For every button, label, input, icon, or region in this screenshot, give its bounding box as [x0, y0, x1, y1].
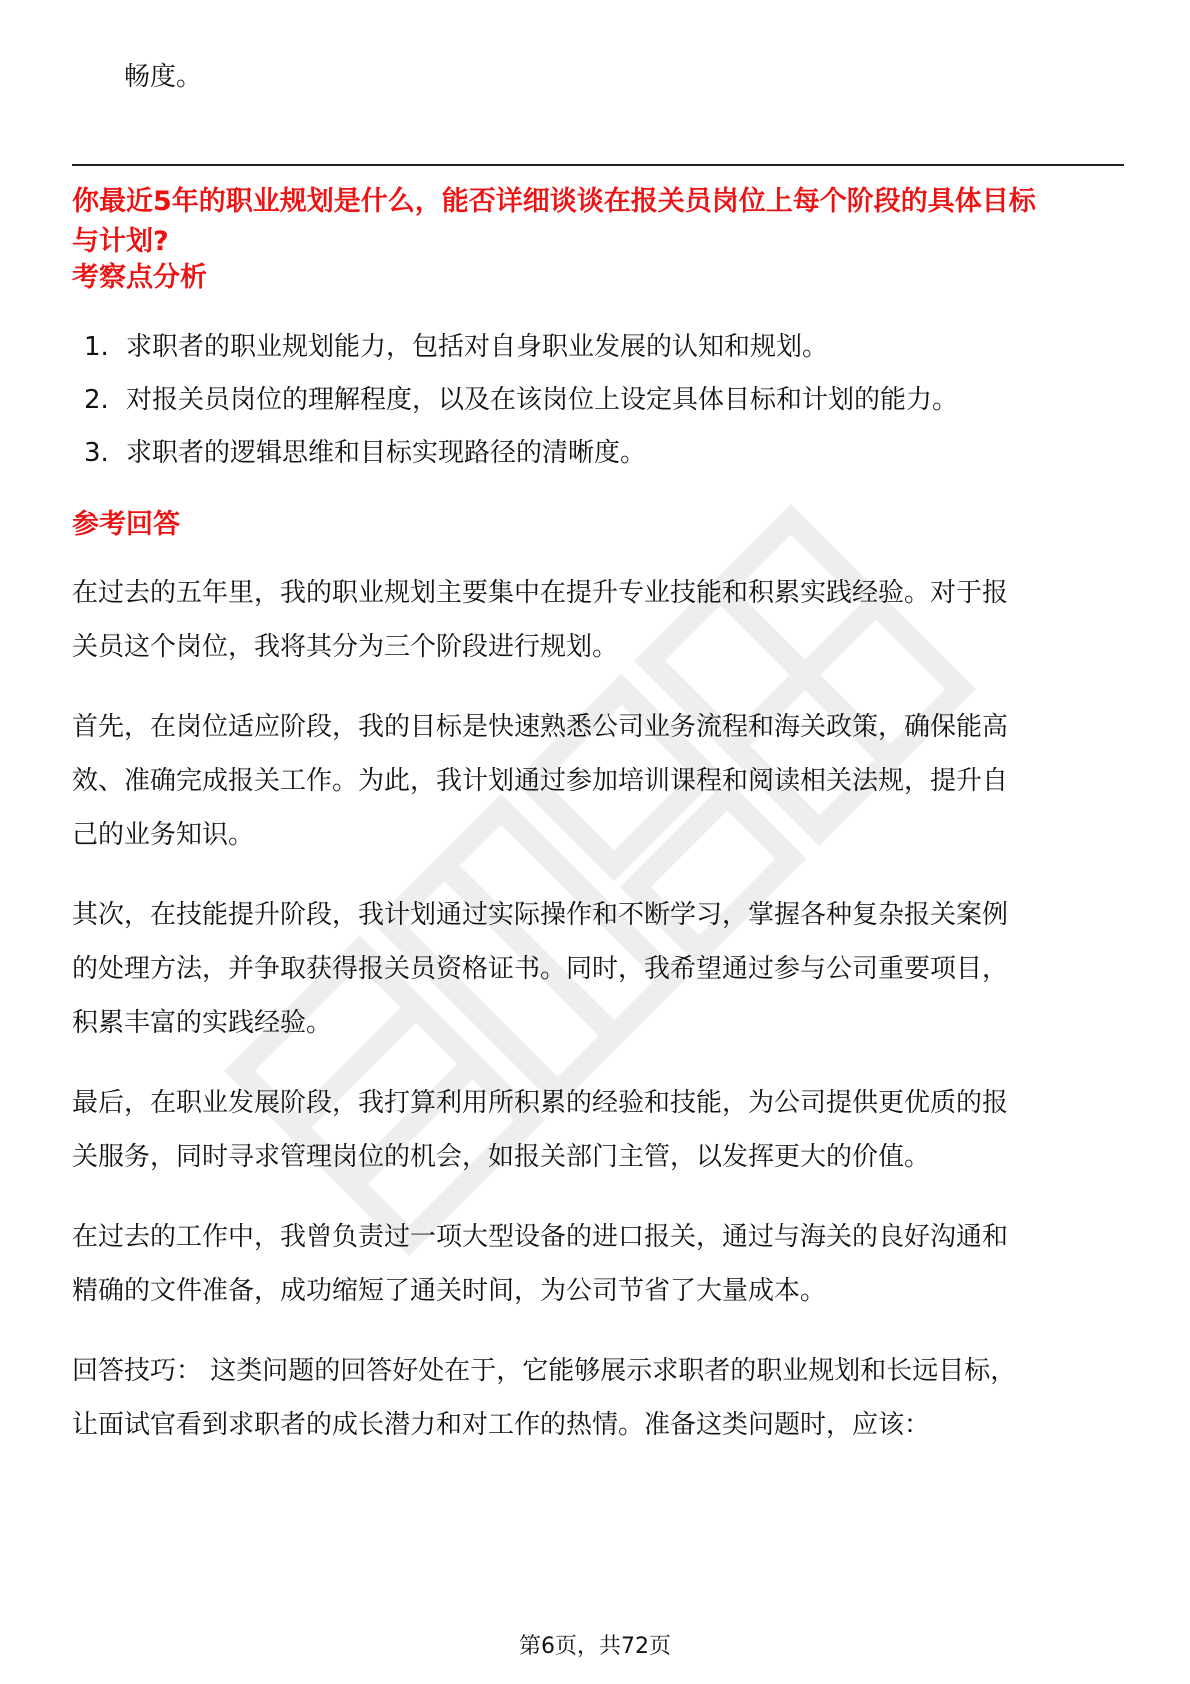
answer-paragraph-2-line: 效、准确完成报关工作。为此，我计划通过参加培训课程和阅读相关法规，提升自 — [72, 766, 1009, 796]
list-text: 求职者的逻辑思维和目标实现路径的清晰度。 — [126, 438, 647, 468]
continuation-text: 畅度。 — [124, 62, 203, 92]
answer-paragraph-3-line: 积累丰富的实践经验。 — [72, 1008, 333, 1038]
answer-paragraph-3-line: 的处理方法，并争取获得报关员资格证书。同时，我希望通过参与公司重要项目， — [72, 954, 1009, 984]
answer-paragraph-2-line: 首先，在岗位适应阶段，我的目标是快速熟悉公司业务流程和海关政策，确保能高 — [72, 712, 1009, 742]
answer-paragraph-2-line: 己的业务知识。 — [72, 820, 255, 850]
answer-paragraph-5-line: 在过去的工作中，我曾负责过一项大型设备的进口报关，通过与海关的良好沟通和 — [72, 1222, 1009, 1252]
list-item — [84, 380, 958, 420]
list-number: 2. — [84, 385, 109, 415]
answer-heading: 参考回答 — [72, 509, 180, 540]
answer-paragraph-1-line: 关员这个岗位，我将其分为三个阶段进行规划。 — [72, 632, 619, 662]
question-line-1: 你最近5年的职业规划是什么，能否详细谈谈在报关员岗位上每个阶段的具体目标 — [72, 186, 1036, 217]
page-number-footer: 第6页，共72页 — [519, 1634, 671, 1659]
list-number: 1. — [84, 332, 109, 362]
answer-tips-line: 让面试官看到求职者的成长潜力和对工作的热情。准备这类问题时，应该： — [72, 1410, 931, 1440]
analysis-heading: 考察点分析 — [72, 262, 207, 293]
answer-paragraph-1-line: 在过去的五年里，我的职业规划主要集中在提升专业技能和积累实践经验。对于报 — [72, 578, 1009, 608]
answer-paragraph-4-line: 最后，在职业发展阶段，我打算利用所积累的经验和技能，为公司提供更优质的报 — [72, 1088, 1009, 1118]
question-line-2: 与计划? — [72, 226, 169, 257]
answer-paragraph-5-line: 精确的文件准备，成功缩短了通关时间，为公司节省了大量成本。 — [72, 1276, 827, 1306]
answer-paragraph-4-line: 关服务，同时寻求管理岗位的机会，如报关部门主管，以发挥更大的价值。 — [72, 1142, 931, 1172]
section-divider — [72, 164, 1124, 166]
list-text: 对报关员岗位的理解程度，以及在该岗位上设定具体目标和计划的能力。 — [126, 385, 959, 415]
list-text: 求职者的职业规划能力，包括对自身职业发展的认知和规划。 — [126, 332, 829, 362]
answer-paragraph-3-line: 其次，在技能提升阶段，我计划通过实际操作和不断学习，掌握各种复杂报关案例 — [72, 900, 1009, 930]
question-title — [72, 182, 1132, 262]
list-number: 3. — [84, 438, 109, 468]
list-item — [84, 327, 828, 367]
answer-tips-line: 回答技巧： 这类问题的回答好处在于，它能够展示求职者的职业规划和长远目标， — [72, 1356, 1017, 1386]
list-item — [84, 433, 646, 473]
